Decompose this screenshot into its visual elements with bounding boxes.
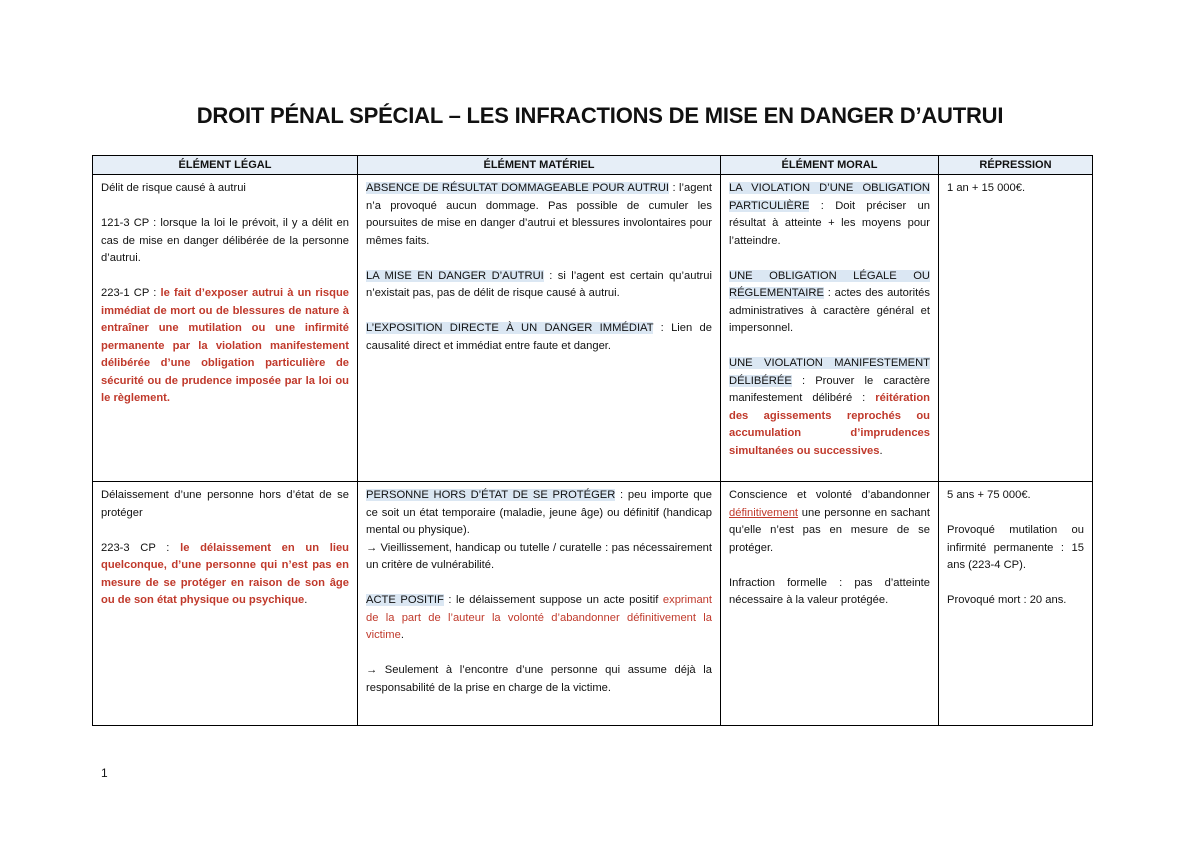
arrow-note: → Vieillissement, handicap ou tutelle / curatelle : pas nécessairement un critère de vulnérabilité. <box>366 541 712 571</box>
penalty: 5 ans + 75 000€. <box>947 489 1031 501</box>
cell-materiel <box>358 175 721 482</box>
table-row <box>93 175 1093 482</box>
page-number: 1 <box>101 766 108 780</box>
moral-point: Conscience et volonté d’abandonner définitivement une personne en sachant qu’elle n’est pas en mesure de se protéger. <box>729 489 930 554</box>
cell-legal <box>93 175 358 482</box>
cell-moral <box>721 482 939 726</box>
cell-legal <box>93 482 358 726</box>
materiel-point: ABSENCE DE RÉSULTAT DOMMAGEABLE POUR AUTRUI : l’agent n’a provoqué aucun dommage. Pas possible de cumuler les poursuites de mise en danger d’autrui et blessures involontaires pour mêmes faits. <box>366 182 712 247</box>
cell-repression <box>939 175 1093 482</box>
moral-point: Infraction formelle : pas d’atteinte nécessaire à la valeur protégée. <box>729 576 930 606</box>
cell-moral <box>721 175 939 482</box>
arrow-note: → Seulement à l’encontre d’une personne qui assume déjà la responsabilité de la prise en charge de la victime. <box>366 664 712 694</box>
penalty: 1 an + 15 000€. <box>947 182 1026 194</box>
header-element-materiel: ÉLÉMENT MATÉRIEL <box>358 156 721 175</box>
materiel-point: LA MISE EN DANGER D’AUTRUI : si l’agent est certain qu’autrui n’existait pas, pas de délit de risque causé à autrui. <box>366 269 712 299</box>
header-element-moral: ÉLÉMENT MORAL <box>721 156 939 175</box>
penalty: Provoqué mutilation ou infirmité permanente : 15 ans (223-4 CP). <box>947 524 1084 571</box>
table-row <box>93 482 1093 726</box>
infractions-table <box>92 155 1093 726</box>
header-repression: RÉPRESSION <box>939 156 1093 175</box>
moral-point: LA VIOLATION D’UNE OBLIGATION PARTICULIÈRE : Doit préciser un résultat à atteinte + les moyens pour l’atteindre. <box>729 182 930 247</box>
header-element-legal: ÉLÉMENT LÉGAL <box>93 156 358 175</box>
cell-repression <box>939 482 1093 726</box>
moral-point: UNE VIOLATION MANIFESTEMENT DÉLIBÉRÉE : Prouver le caractère manifestement délibéré : réitération des agissements reprochés ou accumulation d’imprudences simultanées ou successives. <box>729 357 930 457</box>
legal-article: 223-3 CP : le délaissement en un lieu quelconque, d’une personne qui n’est pas en mesure de se protéger en raison de son âge ou de son état physique ou psychique. <box>101 541 350 606</box>
legal-article: 223-1 CP : le fait d’exposer autrui à un risque immédiat de mort ou de blessures de nature à entraîner une mutilation ou une infirmité permanente par la violation manifestement délibérée d’une obligation particulière de sécurité ou de prudence imposée par la loi ou le règlement. <box>101 287 350 404</box>
infraction-title: Délit de risque causé à autrui <box>101 182 246 194</box>
penalty: Provoqué mort : 20 ans. <box>947 594 1067 606</box>
moral-point: UNE OBLIGATION LÉGALE OU RÉGLEMENTAIRE : actes des autorités administratives à caractère général et impersonnel. <box>729 269 930 334</box>
materiel-point: ACTE POSITIF : le délaissement suppose un acte positif exprimant de la part de l’auteur la volonté d’abandonner définitivement la victime. <box>366 594 712 641</box>
legal-article: 121-3 CP : lorsque la loi le prévoit, il y a délit en cas de mise en danger délibérée de la personne d’autrui. <box>101 217 349 264</box>
infraction-title: Délaissement d’une personne hors d’état de se protéger <box>101 489 349 519</box>
page-title: DROIT PÉNAL SPÉCIAL – LES INFRACTIONS DE MISE EN DANGER D’AUTRUI <box>196 103 1004 128</box>
table-header-row <box>93 156 1093 175</box>
cell-materiel <box>358 482 721 726</box>
materiel-point: PERSONNE HORS D’ÉTAT DE SE PROTÉGER : peu importe que ce soit un état temporaire (maladie, jeune âge) ou définitif (handicap mental ou physique). <box>366 489 712 536</box>
materiel-point: L’EXPOSITION DIRECTE À UN DANGER IMMÉDIAT : Lien de causalité direct et immédiat entre faute et danger. <box>366 322 712 352</box>
